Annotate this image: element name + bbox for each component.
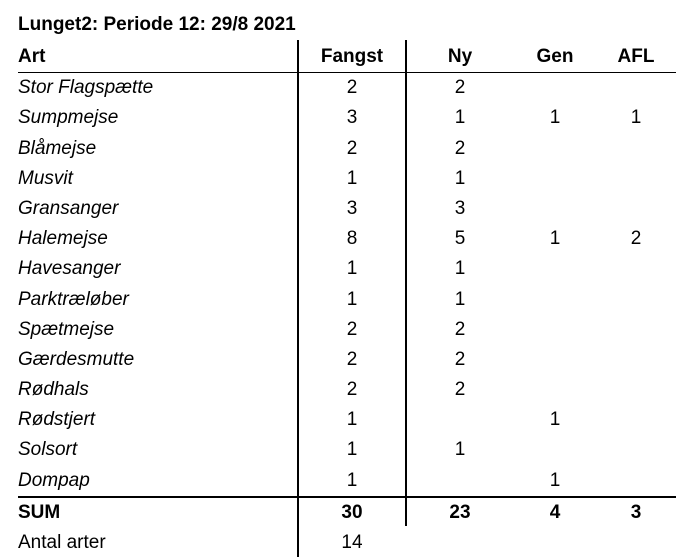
cell-fangst: 1 [346, 469, 358, 491]
cell-fangst: 1 [346, 167, 358, 189]
table-row [18, 285, 676, 315]
table-row [18, 375, 676, 405]
cell-ny: 1 [454, 167, 466, 189]
cell-afl [596, 254, 676, 284]
cell-afl [596, 164, 676, 194]
table-row [18, 164, 676, 194]
cell-afl: 2 [630, 228, 642, 250]
cell-afl: 1 [630, 107, 642, 129]
cell-afl [596, 435, 676, 465]
table-row [18, 345, 676, 375]
cell-fangst: 3 [346, 197, 358, 219]
table-row [18, 194, 676, 224]
table-row [18, 435, 676, 465]
cell-ny: 5 [454, 228, 466, 250]
sum-row [18, 496, 676, 528]
cell-fangst: 1 [346, 439, 358, 461]
cell-ny: 2 [454, 77, 466, 99]
divider-fangst-ny [405, 40, 407, 526]
cell-gen [514, 285, 596, 315]
cell-fangst: 2 [346, 379, 358, 401]
cell-gen: 1 [549, 469, 561, 491]
cell-ny: 3 [454, 197, 466, 219]
sum-ny: 23 [449, 501, 471, 523]
cell-gen [514, 435, 596, 465]
cell-art: Parktræløber [18, 288, 129, 310]
header-afl: AFL [617, 46, 655, 67]
table-row [18, 405, 676, 435]
cell-afl [596, 405, 676, 435]
cell-fangst: 1 [346, 258, 358, 280]
cell-gen [514, 194, 596, 224]
cell-art: Solsort [18, 439, 78, 461]
cell-art: Dompap [18, 469, 90, 491]
antal-arter-label: Antal arter [18, 532, 106, 553]
cell-ny: 1 [454, 258, 466, 280]
cell-afl [596, 345, 676, 375]
cell-gen [514, 345, 596, 375]
table-row [18, 134, 676, 164]
header-gen: Gen [536, 46, 574, 67]
cell-art: Blåmejse [18, 137, 97, 159]
cell-fangst: 2 [346, 137, 358, 159]
sum-gen: 4 [549, 501, 561, 523]
page-title: Lunget2: Periode 12: 29/8 2021 [18, 14, 296, 35]
table-row [18, 103, 676, 133]
table-row [18, 315, 676, 345]
header-fangst: Fangst [320, 46, 384, 67]
table-row [18, 224, 676, 254]
cell-art: Spætmejse [18, 318, 115, 340]
cell-art: Stor Flagspætte [18, 77, 154, 99]
divider-art-fangst [297, 40, 299, 557]
cell-fangst: 2 [346, 77, 358, 99]
cell-fangst: 1 [346, 409, 358, 431]
cell-ny [406, 405, 514, 435]
cell-fangst: 2 [346, 318, 358, 340]
cell-afl [596, 315, 676, 345]
cell-afl [596, 134, 676, 164]
cell-gen [514, 315, 596, 345]
catch-table [18, 42, 676, 558]
cell-gen: 1 [549, 409, 561, 431]
cell-fangst: 3 [346, 107, 358, 129]
cell-ny: 2 [454, 137, 466, 159]
sum-label: SUM [18, 501, 61, 523]
cell-ny [406, 466, 514, 496]
cell-art: Rødstjert [18, 409, 96, 431]
cell-gen: 1 [549, 107, 561, 129]
cell-ny: 2 [454, 348, 466, 370]
table-row [18, 254, 676, 284]
cell-ny: 2 [454, 318, 466, 340]
cell-afl [596, 285, 676, 315]
cell-ny: 1 [454, 439, 466, 461]
table-body [18, 73, 676, 496]
cell-art: Gransanger [18, 197, 119, 219]
cell-gen [514, 375, 596, 405]
cell-ny: 1 [454, 107, 466, 129]
cell-art: Musvit [18, 167, 73, 189]
sum-afl: 3 [630, 501, 642, 523]
cell-fangst: 1 [346, 288, 358, 310]
table-header-row [18, 42, 676, 73]
header-art: Art [18, 46, 46, 67]
cell-ny: 1 [454, 288, 466, 310]
cell-art: Sumpmejse [18, 107, 119, 129]
cell-afl [596, 194, 676, 224]
table-row [18, 73, 676, 103]
cell-afl [596, 466, 676, 496]
cell-art: Rødhals [18, 379, 89, 401]
table-row [18, 466, 676, 496]
antal-arter-row [18, 528, 676, 558]
cell-art: Havesanger [18, 258, 121, 280]
cell-gen: 1 [549, 228, 561, 250]
cell-gen [514, 73, 596, 103]
cell-fangst: 8 [346, 228, 358, 250]
cell-afl [596, 73, 676, 103]
cell-ny: 2 [454, 379, 466, 401]
cell-gen [514, 164, 596, 194]
cell-fangst: 2 [346, 348, 358, 370]
cell-gen [514, 254, 596, 284]
cell-art: Gærdesmutte [18, 348, 135, 370]
header-ny: Ny [447, 46, 473, 67]
cell-gen [514, 134, 596, 164]
antal-arter-value: 14 [341, 532, 363, 553]
cell-afl [596, 375, 676, 405]
cell-art: Halemejse [18, 228, 108, 250]
sum-fangst: 30 [341, 501, 363, 523]
